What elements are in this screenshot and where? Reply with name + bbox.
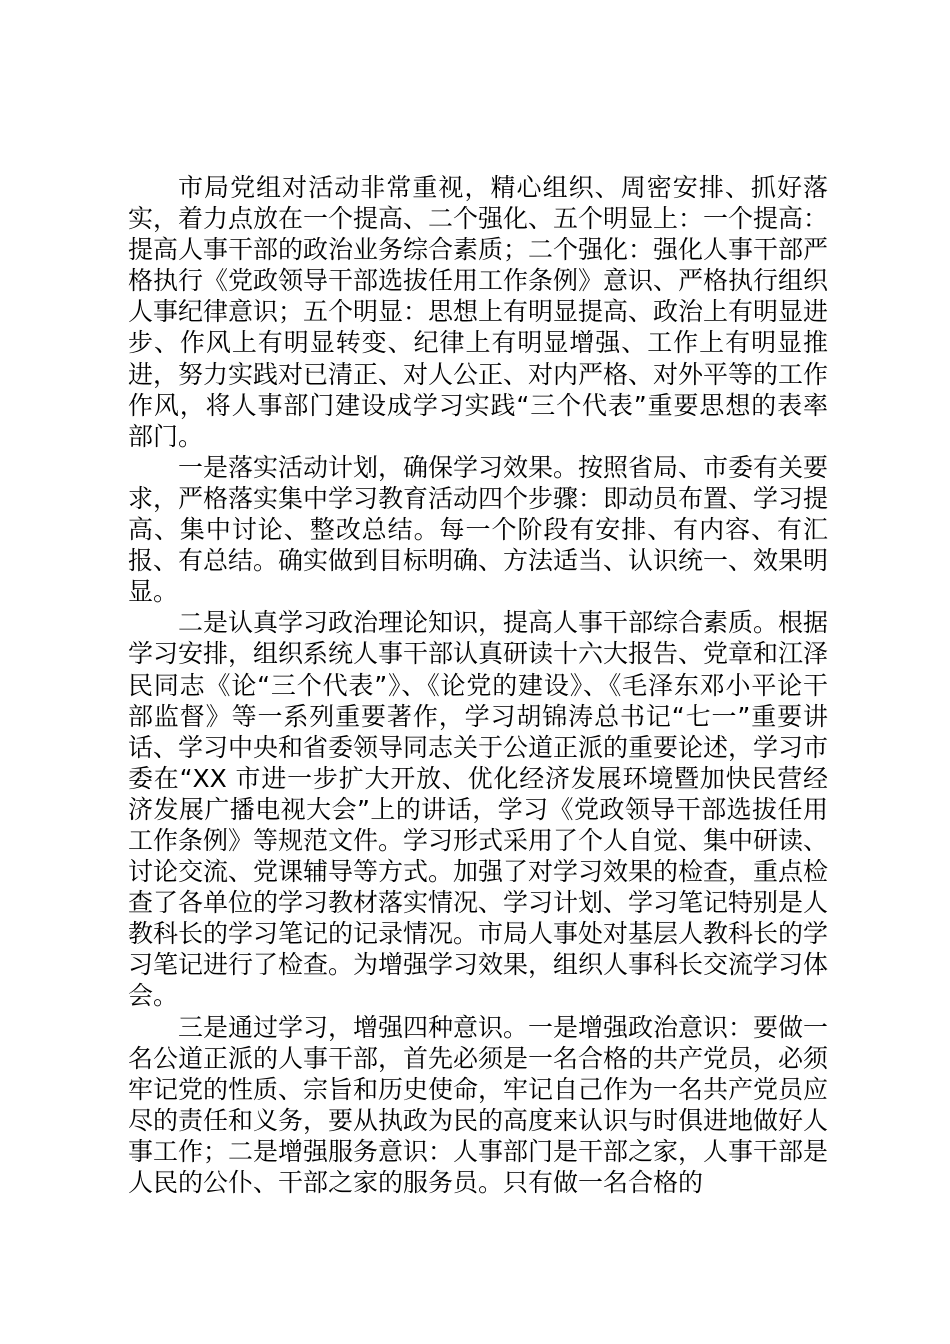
document-body — [128, 172, 828, 1198]
paragraph-theory-study: 二是认真学习政治理论知识，提高人事干部综合素质。根据学习安排，组织系统人事干部认真研读十六大报告、党章和江泽民同志《论“三个代表”》、《论党的建设》、《毛泽东邓小平论干部监督》等一系列重要著作，学习胡锦涛总书记“七一”重要讲话、学习中央和省委领导同志关于公道正派的重要论述，学习市委在“XX 市进一步扩大开放、优化经济发展环境暨加快民营经济发展广播电视大会”上的讲话，学习《党政领导干部选拔任用工作条例》等规范文件。学习形式采用了个人自觉、集中研读、讨论交流、党课辅导等方式。加强了对学习效果的检查，重点检查了各单位的学习教材落实情况、学习计划、学习笔记特别是人教科长的学习笔记的记录情况。市局人事处对基层人教科长的学习笔记进行了检查。为增强学习效果，组织人事科长交流学习体会。 — [128, 608, 829, 1011]
paragraph-awareness: 三是通过学习，增强四种意识。一是增强政治意识：要做一名公道正派的人事干部，首先必须是一名合格的共产党员，必须牢记党的性质、宗旨和历史使命，牢记自己作为一名共产党员应尽的责任和义务，要从执政为民的高度来认识与时俱进地做好人事工作；二是增强服务意识：人事部门是干部之家，人事干部是人民的公仆、干部之家的服务员。只有做一名合格的 — [128, 1012, 829, 1197]
paragraph-intro: 市局党组对活动非常重视，精心组织、周密安排、抓好落实，着力点放在一个提高、二个强化、五个明显上：一个提高：提高人事干部的政治业务综合素质；二个强化：强化人事干部严格执行《党政领导干部选拔任用工作条例》意识、严格执行组织人事纪律意识；五个明显：思想上有明显提高、政治上有明显进步、作风上有明显转变、纪律上有明显增强、工作上有明显推进，努力实践对已清正、对人公正、对内严格、对外平等的工作作风，将人事部门建设成学习实践“三个代表”重要思想的表率部门。 — [128, 173, 829, 451]
paragraph-plan: 一是落实活动计划，确保学习效果。按照省局、市委有关要求，严格落实集中学习教育活动四个步骤：即动员布置、学习提高、集中讨论、整改总结。每一个阶段有安排、有内容、有汇报、有总结。确实做到目标明确、方法适当、认识统一、效果明显。 — [128, 452, 829, 607]
